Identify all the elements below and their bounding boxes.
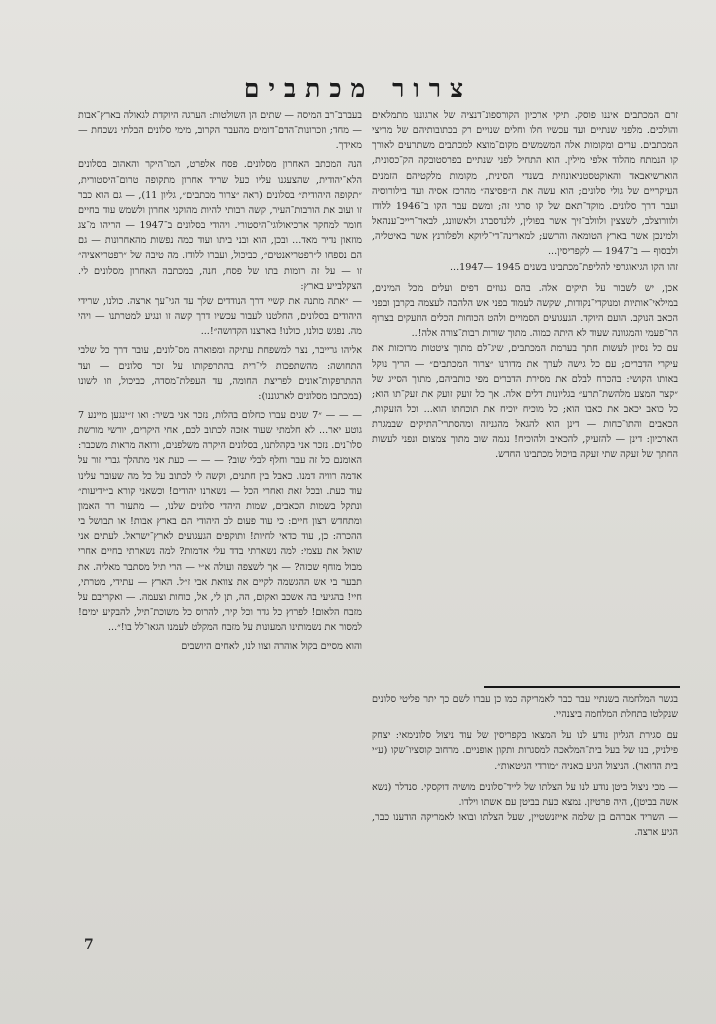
paragraph: עם סגירת הגליון נודע לנו על המצאו בקפריסין של עוד ניצול סלונימאי: יצחק פילניק, בנו של בעל בית־המלאכה למסגרות ותקון אופניים. מרחוב קוסציו־שקו (ע״י בית הדואר). הניצול הגיע באניה ״מורדי הגיטאות״. xyxy=(372,730,678,772)
right-column-section-b xyxy=(372,692,678,840)
page-title: צרור מכתבים xyxy=(243,74,473,103)
page-number: 7 xyxy=(84,937,94,953)
paragraph: אכן, יש לשבור על תיקים אלה. בהם גנוזים דפים ועלים מכל המינים, במילאי־אותיות ומנוקדי־נקודות, שקשה לעמוד בפני אש הלהבה לעצמה בקרבן ובפני הכאב הנוקב. הועם היוקד. הגעגועים הסמויים ולהט הכוחות הכלים הוזעקים בצרוף הר־פעמי והמגוונה שעוד לא היתה כמוה. מתוך שורות רבות־צורה אלה!.. xyxy=(372,282,678,340)
paragraph: — מכי ניצול ביטן נודע לנו על הצלתו של לייד־סלונים מושיה דוקסקי. סנדלר (נשא אשה בביטן), היה פרטיזן. נמצא כעת בביטן עם אשתו וילדו. xyxy=(372,781,678,808)
right-column xyxy=(372,108,678,920)
left-column xyxy=(78,108,362,916)
paragraph: אליהו גרייבר, נצר למשפחת עתיקה ומפוארה מס־לונים, עובר דרך כל שלבי התחושה: מהשתפכות לי־רית בהתרפקותו על זכר סלונים — ועד ההתרפקות־אונים לפריצת החומה, עד העפלת־מסדה, כביכול, וזו לשונו (במכתבו מסלונים לארגוננו): xyxy=(78,345,362,402)
paragraph: — השריד אברהם בן שלמה אייזנשטיין, שעל הצלתו ובואו לאמריקה הודענו כבר, הגיע ארצה. xyxy=(372,812,678,839)
paragraph: — — — ״7 שנים עברו כחלום בהלות, נזכר אני בשיר: ואו ז״ינגען מיינע 7 גוטע יאר... לא חלמתי שעוד אזכה לכתוב לכם, אחי היקרים, יורשי מורשת סלו־נים. נזכר אני בקהלתנו, בסלונים היקרה משלפנים, ורואה מראות משכבר: האומנם כל זה עבר וחלף לבלי שוב? — — — כעת אני מתהלך גברי זור על אדמה רוויה דמנו. כאבל בין חתנים, וקשה לי לכתוב על כל מה שעובר עלינו עוד כעת. ובכל זאת ואחרי הכל — נשארנו יהודים! וכשאני קורא ב״ידיעות״ ונתקל בשמות הכאבים, שמות היהדי סלונים שלנו, — מתעור רר האמון ומתחדש רצון חיים: כי עוד פעום לב היהודי הם בארץ אבות! או תבושל בי ההכרה: כן, עוד כדאי לחיות! ותוקפים הגעגועים לארץ־ישראל. לעתים אני שואל את עצמי: למה נשארתי בדד עלי אדמות? למה נשארתי בחיים אחרי מבול מוחף שכזה? — אך לשצפה ועולה א״י — הרי תיל מסתבר מאליה. את תבער בי אש ההגשמה לקיים את צוואת אבי ז״ל. הארץ — עתידי, מטרתי, חיי! בהגיעי בה אשכב ואקום, הה, תן לי, אל, כוחות וצעמה. — ואקריבם על מזבח הלאום! לפרוץ כל גדר וכל קיר, להרוס כל משוכת־תיל, להבקיע ימים! למסור את נשמותינו המעונות על מזבח המקלט לעמנו הגאו־לל בו!״... xyxy=(78,409,362,634)
section-divider xyxy=(484,686,680,688)
paragraph: והוא מסיים בקול אוהרה וצוו לנו, לאחים היושבים xyxy=(181,641,362,653)
paragraph: הנה המכתב האחרון מסלונים. פסח אלפרט, המו־היקר והאהוב בסלונים הלא־יהודית, שהצעגנו עליו כעל שריד אחרון מתקופה טרום־היסטורית, ״תקופה היהודית״ בסלונים (ראה ״צרור מכתבים״, גליון 11), — גם הוא כבר זו ועוב את הורבות־העיר, קשה רבותי להיות מהוקני אחרון ולשמש עוד בחיים חומר למחקר ארכיאולוגי־היסטורי. ויהודי בסלונים ב־1947 — הריהו מ־צג מוזאון נדיר מאד... ובכן, הוא ובני ביתו ועוד כמה נפשות מהאחרונות — גם הם נספחו ל״רפטריאנטים״, כביכול, ועברו ללודז. מה טיבה של ״רפטריאציה״ זו — על זה רומות בתו של פסח, חנה, במכתבה האחרון מסלונים לי. הצקלבייע בארץ: xyxy=(78,159,362,292)
right-column-section-a xyxy=(372,108,678,463)
paragraph: בגשר המלחמה בשנתיי עבר כבר לאמריקה כמו כן עברו לשם כך יתר פליטי סלונים שנקלטו בתחלת המלחמה ביצנהיי. xyxy=(372,694,678,721)
paragraph: זהו הקו הגיאוגרפי להליפת־מכתבינו בשנים 1945 —1947... xyxy=(449,261,678,273)
paragraph: זרם המכתבים איננו פוסק. תיקי ארכיון הקורספונ־דנציה של ארגוננו מתמלאים והולכים. מלפני שנתיים ועד עכשיו חלו וחלים שנויים רק בכתובותיהם של מריצי המכתבים. ערים ומקומות אלה המשמשים מקום־מוצא למכתבים משתרעים לאורך קו הנמתח מהלוד אלפי מילין. הוא התחיל לפני שנתיים בפרסטובקה הק־כסונית, הוארשיאבאד והאוקטסטניאונוזית בשנדי הסינית, מקומות מלקטיהם הזמנים העיקריים של גולי סלונים; הוא עשה את ה״פסיצה״ מהרכז אסיה ועד בילורוסיה ועבר דרך סלונים. מוקד־תאם של קו סרגי זה; ומשם עבר הקו ב־1946 ללודז ולוורוצלב, לשצצין ולוולב־זיך אשר בפולין, ללנדסברג ולאשוונג, לבאד־רייכ־ענהאל ולמינכן אשר בארץ הטומאה והרשע; למארינה־די־ליוקא ולפלורנץ אשר באיטליה, ולבסוף — ב־1947 — לקפריסין... xyxy=(372,110,678,258)
paragraph: — ״אתה מתנה את קשיי דרך הנודדים שלך עד הגי־עך ארצה. כולנו, שרידי היהודים בסלונים, החלטנו לעבור עכשיו דרך קשה זו ונגיע למטרתנו — ויהי מה. נפגש כולנו, כולנו! בארצנו הקדושה״!... xyxy=(78,295,362,338)
paragraph: בעברב־רב המיסה — שתים הן השולטות: הערגה היוקדת לגאולה בארץ־אבות — מחד; וזכרונות־הדם־דומים מהעבר הקרוב, מימי סלונים הבלתי נשכחת — מאידך. xyxy=(78,110,362,152)
paragraph: עם כל נסיון לעשות חתך בערמת המכתבים, שיג־לם מתוך ציטטות מרוכזות את עיקרי הדברים; עם כל גישה לערך את מדורנו ״צרור המכתבים״ — הריך נוקל באותו הקושי: בהכרח לבלם את מסירת הדברים מפי כותביהם, מתוך הסייג של ״קצר המצע מלהשת־תרע״ בגליונות דלים אלה. אך כל זועק זועק את זעק־תו הוא; כל כואב יכאב את כאבו הוא; כל מוכיח יוכיח את תוכחתו הוא... וכל הזעקות, הכאבים והתו־כחות — דינן הוא להגאל מהגניזה ומהסתרי־התיקים שבמגרת הארכיון: דינן — להזעיק, להכאיב ולהוכיח! נגמה שוב מתוך צמצום ונפני לעשות החתך של זעקה שתי זעקה בויכול מכתבינו החדש. xyxy=(372,343,678,461)
